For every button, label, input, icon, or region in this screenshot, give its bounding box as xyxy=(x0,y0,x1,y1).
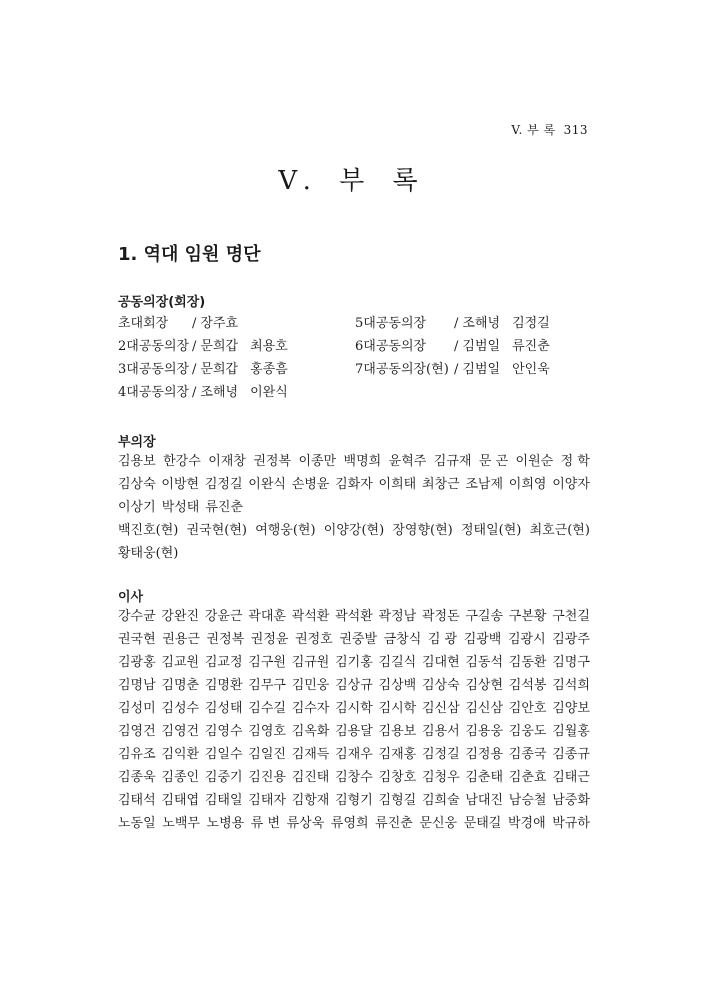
vice-chair-name: 최호근(현) xyxy=(529,523,590,538)
vice-chair-name: 류진춘 xyxy=(205,500,244,515)
director-row xyxy=(118,674,590,698)
vice-chair-name: 황태웅(현) xyxy=(118,546,179,561)
director-name: 강수균 xyxy=(118,609,156,624)
director-name: 김태일 xyxy=(204,793,243,808)
director-name: 김안호 xyxy=(508,701,547,716)
director-name: 김광시 xyxy=(507,632,546,647)
director-name: 김옥화 xyxy=(291,724,330,739)
vice-chair-name: 김상숙 xyxy=(118,477,156,492)
director-name: 권정복 xyxy=(206,632,245,647)
director-name: 김용서 xyxy=(421,724,460,739)
running-header-section: V. 부 록 xyxy=(511,123,556,137)
co-chair-row xyxy=(118,358,300,382)
vice-chairs-heading: 부의장 xyxy=(118,435,156,450)
vice-chair-name: 이상기 xyxy=(118,500,156,515)
vice-chair-name: 이희태 xyxy=(378,477,417,492)
director-name: 김석희 xyxy=(552,678,590,693)
director-name: 김웅도 xyxy=(508,724,547,739)
director-name: 김형길 xyxy=(378,793,417,808)
director-name: 김광백 xyxy=(463,632,502,647)
separator: / xyxy=(192,316,197,331)
director-name: 곽정돈 xyxy=(421,609,460,624)
director-name: 김유조 xyxy=(118,747,156,762)
director-name: 김상백 xyxy=(378,678,417,693)
director-row xyxy=(118,628,590,652)
vice-chair-name: 조남제 xyxy=(465,477,504,492)
director-name: 곽석환 xyxy=(291,609,330,624)
vice-chair-name: 최창근 xyxy=(421,477,460,492)
vice-chair-name: 문 곤 xyxy=(478,454,509,469)
vice-chair-name: 장영향(현) xyxy=(392,523,453,538)
director-name: 김태엽 xyxy=(161,793,200,808)
vice-chair-name: 김규재 xyxy=(433,454,472,469)
director-name: 김진용 xyxy=(248,770,286,785)
director-name: 김용보 xyxy=(378,724,417,739)
vice-chair-name: 백진호(현) xyxy=(118,523,179,538)
co-chair-role: 4대공동의장 xyxy=(118,385,190,400)
director-name: 김창수 xyxy=(335,770,373,785)
co-chair-name: 장주효 xyxy=(200,316,239,331)
director-name: 김익환 xyxy=(161,747,200,762)
vice-chair-name: 이희영 xyxy=(508,477,547,492)
director-row xyxy=(118,605,590,629)
co-chair-row xyxy=(118,335,300,359)
chapter-title: V. 부 록 xyxy=(278,166,428,196)
director-name: 김대현 xyxy=(421,655,460,670)
director-name: 김일진 xyxy=(248,747,286,762)
director-name: 남대진 xyxy=(465,793,504,808)
director-name: 구길송 xyxy=(465,609,504,624)
vice-chair-name: 김용보 xyxy=(118,454,156,469)
vice-chair-row xyxy=(118,496,590,520)
co-chair-role: 2대공동의장 xyxy=(118,339,190,354)
separator: / xyxy=(454,362,459,377)
co-chair-role: 5대공동의장 xyxy=(355,316,427,331)
director-name: 문태길 xyxy=(463,816,502,831)
co-chair-role: 6대공동의장 xyxy=(355,339,427,354)
director-name: 노백무 xyxy=(162,816,200,831)
co-chair-role: 7대공동의장(현) xyxy=(355,362,449,377)
director-row xyxy=(118,697,590,721)
director-name: 김춘효 xyxy=(508,770,547,785)
director-name: 김시학 xyxy=(378,701,417,716)
director-name: 김 광 xyxy=(427,632,458,647)
director-name: 김구원 xyxy=(248,655,286,670)
vice-chair-name: 정태일(현) xyxy=(460,523,522,538)
vice-chair-name: 이원순 xyxy=(515,454,554,469)
co-chair-name: 조해녕 xyxy=(462,316,501,331)
director-name: 김춘태 xyxy=(465,770,504,785)
director-name: 김영호 xyxy=(248,724,286,739)
director-row xyxy=(118,720,590,744)
director-name: 권국현 xyxy=(118,632,156,647)
director-name: 노병용 xyxy=(206,816,245,831)
vice-chair-name: 이종만 xyxy=(298,454,337,469)
director-name: 김영건 xyxy=(161,724,200,739)
director-name: 류 변 xyxy=(250,816,281,831)
director-name: 구본황 xyxy=(508,609,547,624)
vice-chair-row xyxy=(118,519,590,543)
director-name: 김정길 xyxy=(421,747,460,762)
director-name: 곽석환 xyxy=(335,609,373,624)
director-name: 김동석 xyxy=(465,655,504,670)
director-name: 김형기 xyxy=(335,793,373,808)
director-name: 김영건 xyxy=(118,724,156,739)
vice-chair-name: 이양자 xyxy=(552,477,590,492)
director-name: 김상현 xyxy=(465,678,504,693)
co-chair-name: 최용호 xyxy=(250,339,288,354)
vice-chair-name: 이재창 xyxy=(208,454,246,469)
co-chair-name: 김범일 xyxy=(462,362,501,377)
separator: / xyxy=(192,385,197,400)
director-name: 김용달 xyxy=(335,724,373,739)
director-name: 구천길 xyxy=(552,609,590,624)
director-name: 김종국 xyxy=(508,747,547,762)
director-name: 김석봉 xyxy=(508,678,547,693)
co-chair-row xyxy=(355,358,562,382)
director-name: 김일수 xyxy=(204,747,243,762)
running-header xyxy=(511,121,588,138)
co-chair-row xyxy=(118,312,250,336)
director-name: 노동일 xyxy=(118,816,156,831)
director-name: 김성수 xyxy=(161,701,200,716)
vice-chair-row xyxy=(118,450,590,474)
director-name: 김민웅 xyxy=(291,678,330,693)
director-name: 김신삼 xyxy=(421,701,460,716)
vice-chair-name: 한강수 xyxy=(163,454,201,469)
separator: / xyxy=(192,362,197,377)
director-name: 김정용 xyxy=(465,747,504,762)
director-name: 남중화 xyxy=(552,793,590,808)
vice-chair-name: 김화자 xyxy=(335,477,373,492)
director-name: 김태근 xyxy=(552,770,590,785)
director-name: 류진춘 xyxy=(375,816,413,831)
director-name: 김양보 xyxy=(552,701,590,716)
director-row xyxy=(118,743,590,767)
co-chair-row xyxy=(355,312,562,336)
co-chair-row xyxy=(118,381,300,405)
director-name: 김재홍 xyxy=(378,747,417,762)
co-chair-name: 김범일 xyxy=(462,339,501,354)
vice-chair-name: 이양강(현) xyxy=(323,523,385,538)
co-chair-name: 김정길 xyxy=(512,316,550,331)
director-name: 김태자 xyxy=(248,793,286,808)
director-name: 김태석 xyxy=(118,793,156,808)
director-name: 박규하 xyxy=(552,816,590,831)
director-name: 김영수 xyxy=(204,724,243,739)
director-name: 김명구 xyxy=(552,655,590,670)
director-name: 김길식 xyxy=(378,655,417,670)
vice-chair-name: 백명희 xyxy=(343,454,382,469)
director-name: 박경애 xyxy=(507,816,546,831)
director-row xyxy=(118,766,590,790)
director-name: 김성미 xyxy=(118,701,156,716)
director-name: 김진태 xyxy=(291,770,330,785)
director-name: 김규원 xyxy=(291,655,330,670)
director-name: 김월홍 xyxy=(552,724,590,739)
vice-chair-name: 이완식 xyxy=(248,477,286,492)
separator: / xyxy=(454,339,459,354)
director-name: 금창식 xyxy=(383,632,422,647)
vice-chair-name: 윤혁주 xyxy=(388,454,427,469)
co-chair-name: 문희갑 xyxy=(200,362,239,377)
co-chair-name: 이완식 xyxy=(250,385,288,400)
director-name: 김무구 xyxy=(248,678,286,693)
vice-chair-name: 여행웅(현) xyxy=(255,523,316,538)
director-name: 김교정 xyxy=(204,655,243,670)
director-name: 김신삼 xyxy=(465,701,504,716)
co-chair-name: 조해녕 xyxy=(200,385,239,400)
director-row xyxy=(118,812,590,836)
director-row xyxy=(118,651,590,675)
director-name: 김기홍 xyxy=(335,655,373,670)
director-name: 김성태 xyxy=(204,701,243,716)
co-chair-name: 류진춘 xyxy=(512,339,550,354)
director-name: 김종규 xyxy=(552,747,590,762)
director-name: 김희술 xyxy=(421,793,460,808)
vice-chair-name: 정 학 xyxy=(560,454,590,469)
director-name: 강완진 xyxy=(161,609,200,624)
director-name: 권정윤 xyxy=(250,632,289,647)
director-name: 김종욱 xyxy=(118,770,156,785)
director-name: 곽정남 xyxy=(378,609,417,624)
vice-chair-name: 손병윤 xyxy=(291,477,330,492)
co-chair-role: 3대공동의장 xyxy=(118,362,190,377)
director-name: 권중발 xyxy=(339,632,378,647)
director-name: 김청우 xyxy=(421,770,460,785)
vice-chair-name: 이방현 xyxy=(161,477,200,492)
co-chair-role: 초대회장 xyxy=(118,316,169,331)
director-name: 김수길 xyxy=(248,701,286,716)
director-name: 남승철 xyxy=(508,793,547,808)
co-chair-name: 홍종흠 xyxy=(250,362,288,377)
director-name: 김중기 xyxy=(204,770,243,785)
vice-chair-row xyxy=(118,473,590,497)
director-name: 김명춘 xyxy=(161,678,200,693)
director-row xyxy=(118,789,590,813)
director-name: 권정호 xyxy=(295,632,333,647)
director-name: 김명환 xyxy=(204,678,243,693)
director-name: 김재득 xyxy=(291,747,330,762)
director-name: 김창호 xyxy=(378,770,417,785)
co-chair-row xyxy=(355,335,562,359)
vice-chair-name: 김정길 xyxy=(204,477,243,492)
section-title: 1. 역대 임원 명단 xyxy=(118,244,261,265)
director-name: 김동환 xyxy=(508,655,547,670)
page-number: 313 xyxy=(563,123,588,137)
director-name: 김명남 xyxy=(118,678,156,693)
director-name: 김상숙 xyxy=(421,678,460,693)
director-name: 김용웅 xyxy=(465,724,504,739)
director-name: 김재우 xyxy=(335,747,373,762)
co-chair-name: 안인욱 xyxy=(512,362,550,377)
director-name: 김광홍 xyxy=(118,655,156,670)
director-name: 김교원 xyxy=(161,655,200,670)
director-name: 김시학 xyxy=(335,701,373,716)
director-name: 권용근 xyxy=(162,632,200,647)
director-name: 문신웅 xyxy=(419,816,458,831)
director-name: 김항재 xyxy=(291,793,330,808)
co-chairs-heading: 공동의장(회장) xyxy=(118,295,206,310)
director-name: 김광주 xyxy=(552,632,590,647)
director-name: 김상규 xyxy=(335,678,373,693)
director-name: 류상욱 xyxy=(286,816,325,831)
vice-chair-row xyxy=(118,542,590,566)
co-chair-name: 문희갑 xyxy=(200,339,239,354)
director-name: 김종인 xyxy=(161,770,200,785)
director-name: 김수자 xyxy=(291,701,330,716)
director-name: 강윤근 xyxy=(204,609,243,624)
vice-chair-name: 권국현(현) xyxy=(186,523,247,538)
vice-chair-name: 박성태 xyxy=(161,500,200,515)
directors-heading: 이사 xyxy=(118,590,144,605)
director-name: 류영희 xyxy=(330,816,369,831)
separator: / xyxy=(192,339,197,354)
director-name: 곽대훈 xyxy=(248,609,286,624)
separator: / xyxy=(454,316,459,331)
vice-chair-name: 권정복 xyxy=(253,454,292,469)
